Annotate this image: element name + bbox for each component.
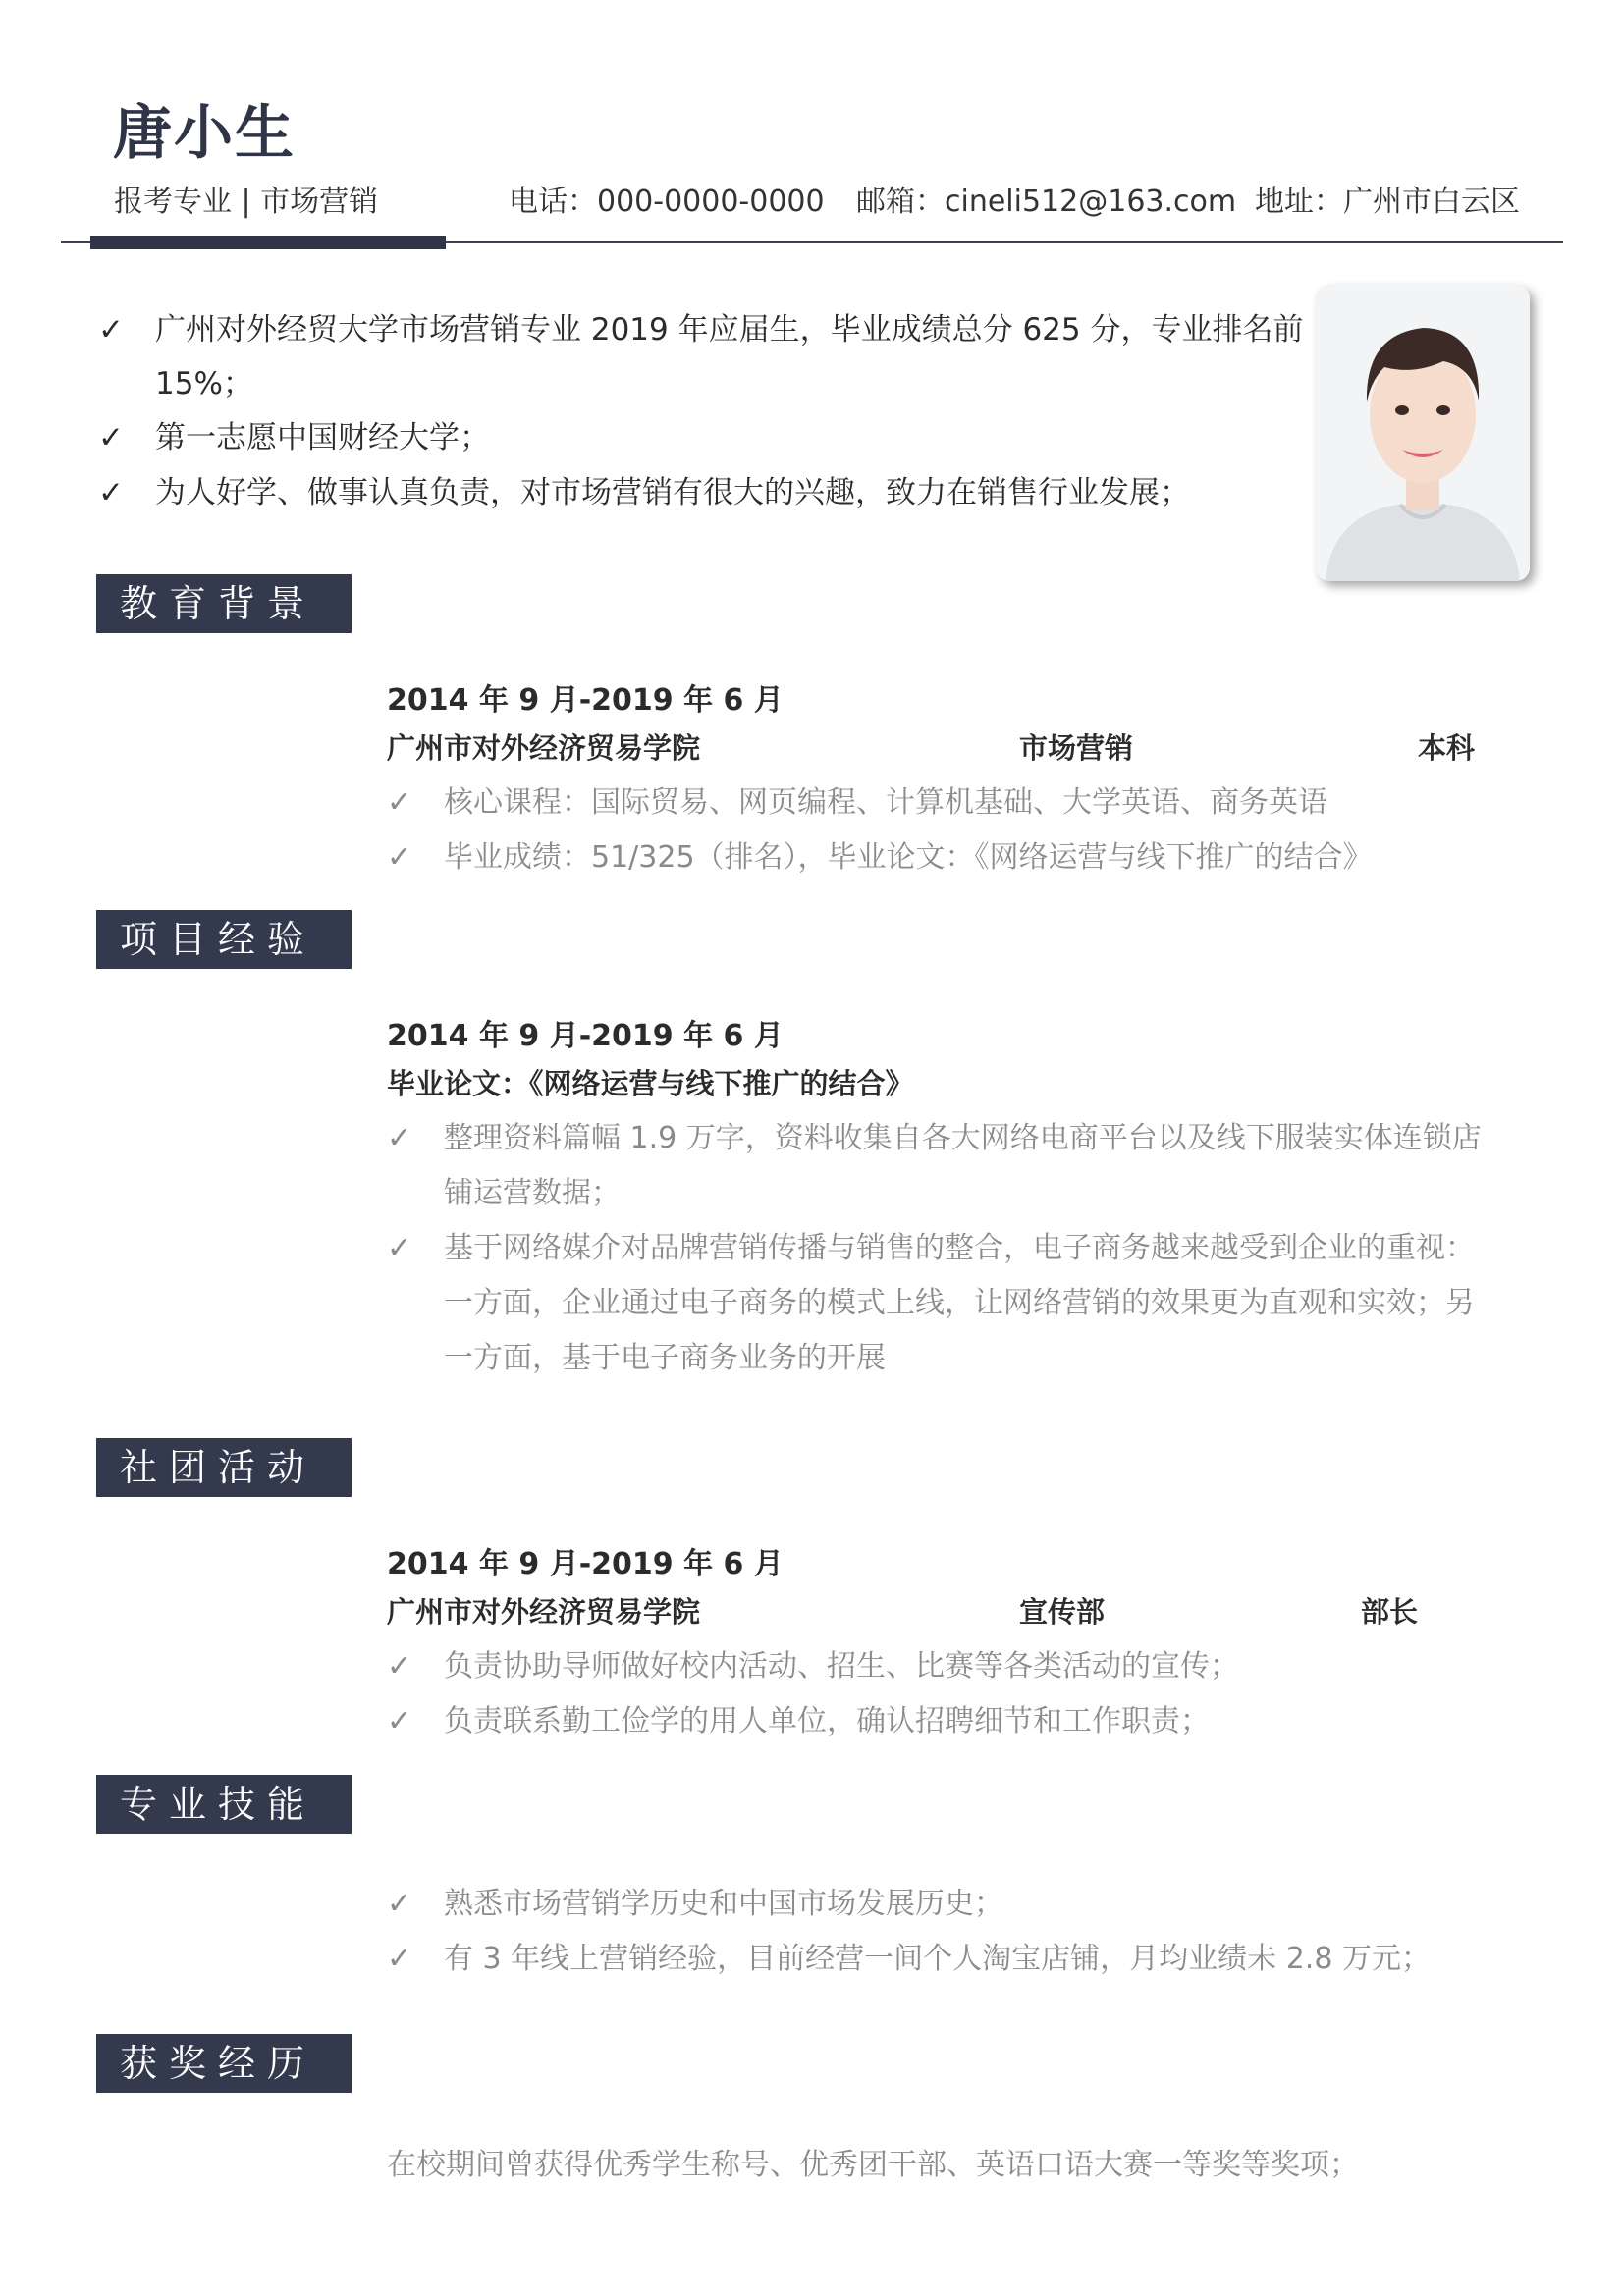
check-icon: ✓: [387, 1649, 412, 1683]
club-item-2: ✓ 负责联系勤工俭学的用人单位，确认招聘细节和工作职责；: [387, 1704, 1210, 1738]
education-major: 市场营销: [1019, 731, 1134, 765]
education-degree: 本科: [1418, 731, 1476, 765]
email: 邮箱：cineli512@163.com: [856, 185, 1237, 219]
intro-item-2: ✓ 第一志愿中国财经大学；: [98, 420, 490, 455]
club-dept: 宣传部: [1019, 1595, 1106, 1629]
project-item-2-cont-2: 一方面，基于电子商务业务的开展: [444, 1341, 886, 1375]
awards-text: 在校期间曾获得优秀学生称号、优秀团干部、英语口语大赛一等奖等奖项；: [387, 2148, 1359, 2182]
section-title-awards: 获奖经历: [96, 2034, 352, 2093]
section-title-education: 教育背景: [96, 574, 352, 633]
skill-item-1: ✓ 熟悉市场营销学历史和中国市场发展历史；: [387, 1887, 1003, 1921]
club-role: 部长: [1361, 1595, 1419, 1629]
check-icon: ✓: [387, 840, 412, 875]
section-title-projects: 项目经验: [96, 910, 352, 969]
project-item-1-cont: 铺运营数据；: [444, 1176, 621, 1210]
phone: 电话：000-0000-0000: [509, 185, 825, 219]
check-icon: ✓: [387, 1121, 412, 1155]
project-item-2: ✓ 基于网络媒介对品牌营销传播与销售的整合，电子商务越来越受到企业的重视：: [387, 1231, 1475, 1265]
skill-item-2: ✓ 有 3 年线上营销经验，目前经营一间个人淘宝店铺，月均业绩未 2.8 万元；: [387, 1942, 1431, 1976]
resume-name: 唐小生: [113, 99, 296, 168]
header-divider-accent: [90, 236, 446, 249]
education-item-1: ✓ 核心课程：国际贸易、网页编程、计算机基础、大学英语、商务英语: [387, 785, 1327, 820]
applied-major: 报考专业 | 市场营销: [114, 185, 379, 219]
section-title-skills: 专业技能: [96, 1775, 352, 1834]
intro-item-1: ✓ 广州对外经贸大学市场营销专业 2019 年应届生，毕业成绩总分 625 分，专业排名前: [98, 312, 1304, 347]
education-school: 广州市对外经济贸易学院: [387, 731, 701, 765]
check-icon: ✓: [98, 475, 124, 510]
project-date: 2014 年 9 月-2019 年 6 月: [387, 1019, 784, 1053]
club-item-1: ✓ 负责协助导师做好校内活动、招生、比赛等各类活动的宣传；: [387, 1649, 1239, 1683]
check-icon: ✓: [387, 785, 412, 820]
check-icon: ✓: [98, 312, 124, 347]
club-org: 广州市对外经济贸易学院: [387, 1595, 701, 1629]
intro-item-3: ✓ 为人好学、做事认真负责，对市场营销有很大的兴趣，致力在销售行业发展；: [98, 475, 1190, 510]
check-icon: ✓: [387, 1704, 412, 1738]
education-item-2: ✓ 毕业成绩：51/325（排名），毕业论文：《网络运营与线下推广的结合》: [387, 840, 1373, 875]
profile-photo: [1316, 285, 1530, 581]
address: 地址：广州市白云区: [1255, 185, 1520, 219]
check-icon: ✓: [387, 1887, 412, 1921]
project-item-1: ✓ 整理资料篇幅 1.9 万字，资料收集自各大网络电商平台以及线下服装实体连锁店: [387, 1121, 1482, 1155]
project-name: 毕业论文：《网络运营与线下推广的结合》: [387, 1067, 914, 1100]
check-icon: ✓: [98, 420, 124, 455]
section-title-clubs: 社团活动: [96, 1438, 352, 1497]
person-avatar-icon: [1316, 285, 1530, 581]
project-item-2-cont-1: 一方面，企业通过电子商务的模式上线，让网络营销的效果更为直观和实效；另: [444, 1286, 1475, 1320]
club-date: 2014 年 9 月-2019 年 6 月: [387, 1547, 784, 1581]
education-date: 2014 年 9 月-2019 年 6 月: [387, 683, 784, 718]
check-icon: ✓: [387, 1231, 412, 1265]
intro-item-1-cont: 15%；: [155, 366, 253, 401]
check-icon: ✓: [387, 1942, 412, 1976]
